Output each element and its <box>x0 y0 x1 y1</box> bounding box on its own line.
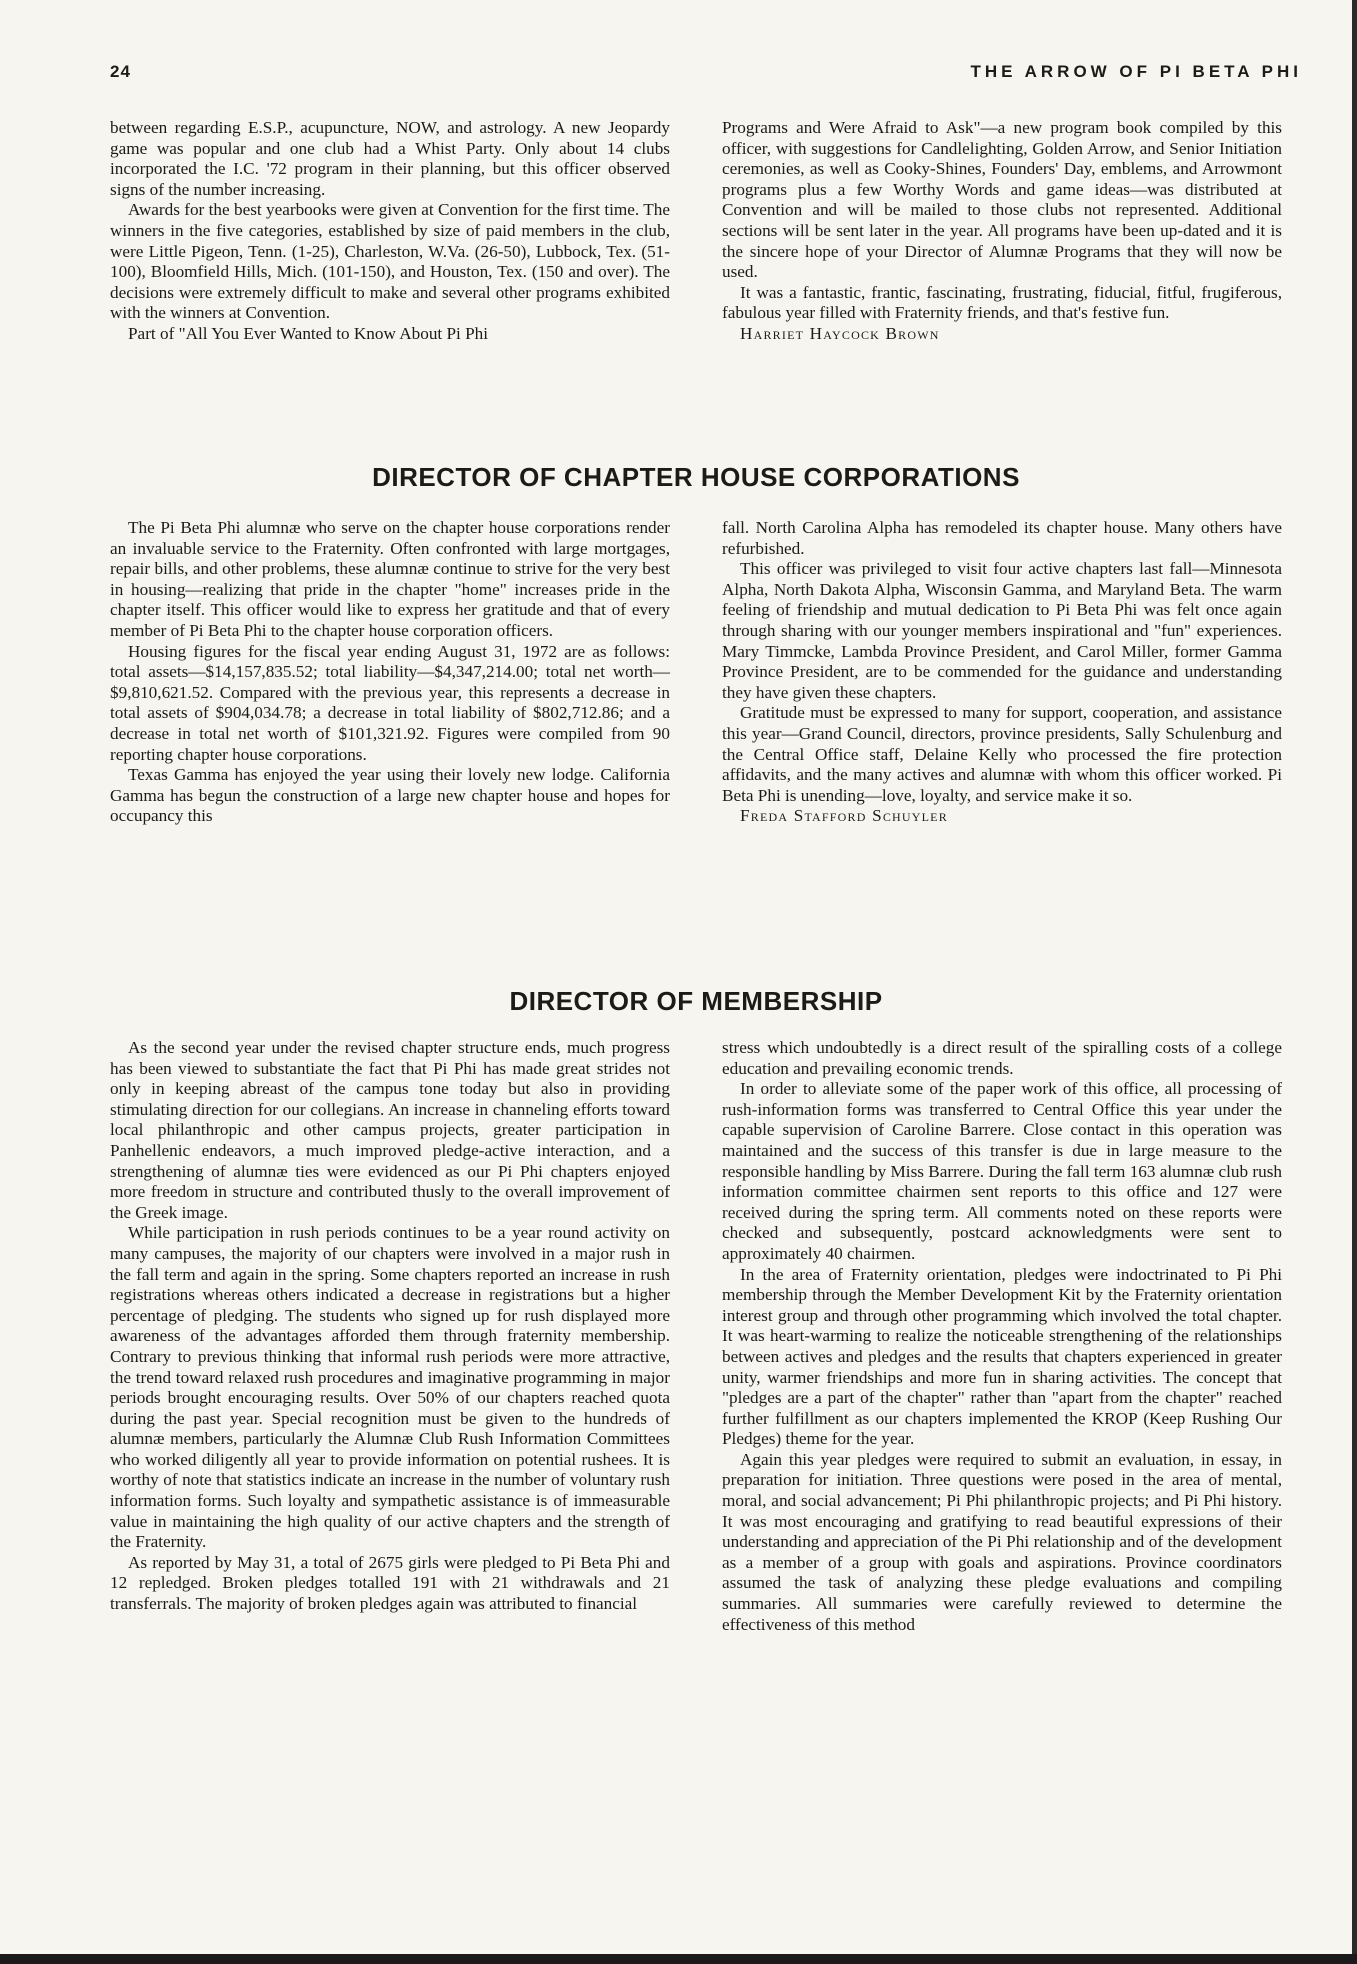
paragraph: While participation in rush periods continues to be a year round activity on many campuses, the majority of our chapters were involved in a major rush in the fall term and again in the spring. Some chapters reported an increase in rush registrations whereas others indicated a decrease in registrations but a higher percentage of pledging. The students who signed up for rush displayed more awareness of the advantages afforded them through fraternity membership. Contrary to previous thinking that informal rush periods were more attractive, the trend toward relaxed rush procedures and imaginative programming in major periods brought encouraging results. Over 50% of our chapters reached quota during the past year. Special recognition must be given to the hundreds of alumnæ members, particularly the Alumnæ Club Rush Information Committees who worked diligently all year to provide information on potential rushees. It is worthy of note that statistics indicate an increase in the number of voluntary rush information forms. Such loyalty and sympathetic assistance is of immeasurable value in maintaining the high quality of our active chapters and the strength of the Fraternity. <box>110 1223 670 1552</box>
column-left <box>110 518 670 827</box>
paragraph: Part of "All You Ever Wanted to Know About Pi Phi <box>128 323 489 343</box>
paragraph: Programs and Were Afraid to Ask"—a new program book compiled by this officer, with suggestions for Candlelighting, Golden Arrow, and Senior Initiation ceremonies, as well as Cooky-Shines, Founders' Day, emblems, and Arrowmont programs plus a few Worthy Words and game ideas—was distributed at Convention and will be mailed to those clubs not represented. Additional sections will be sent later in the year. All programs have been up-dated and it is the sincere hope of your Director of Alumnæ Programs that they will now be used. <box>722 118 1282 282</box>
paragraph: Texas Gamma has enjoyed the year using their lovely new lodge. California Gamma has begun the construction of a large new chapter house and hopes for occupancy this <box>110 765 670 826</box>
signature: Freda Stafford Schuyler <box>740 806 948 826</box>
page-header <box>110 62 1302 92</box>
paragraph: fall. North Carolina Alpha has remodeled its chapter house. Many others have refurbished. <box>722 518 1282 558</box>
signature: Harriet Haycock Brown <box>740 323 940 343</box>
chapter-house-section <box>110 462 1282 962</box>
column-left <box>110 118 670 345</box>
paragraph: between regarding E.S.P., acupuncture, NOW, and astrology. A new Jeopardy game was popular and one club had a Whist Party. Only about 14 clubs incorporated the I.C. '72 program in their planning, but this officer observed signs of the number increasing. <box>110 118 670 199</box>
membership-section <box>110 986 1282 1946</box>
paragraph: The Pi Beta Phi alumnæ who serve on the chapter house corporations render an invaluable service to the Fraternity. Often confronted with large mortgages, repair bills, and other problems, these alumnæ continue to strive for the very best in housing—realizing that pride in the chapter "home" increases pride in the chapter itself. This officer would like to express her gratitude and that of every member of Pi Beta Phi to the chapter house corporation officers. <box>110 518 670 640</box>
paragraph: As the second year under the revised chapter structure ends, much progress has been viewed to substantiate the fact that Pi Phi has made great strides not only in keeping abreast of the campus tone today but also in providing stimulating direction for our collegians. An increase in channeling efforts toward local philanthropic and other campus projects, greater participation in Panhellenic endeavors, a much improved pledge-active interaction, and a strengthening of alumnæ ties were evidenced as our Pi Phi chapters enjoyed more freedom in structure and contributed thusly to the overall improvement of the Greek image. <box>110 1038 670 1222</box>
alumnae-programs-continuation <box>110 118 1282 438</box>
page-edge-shadow <box>1352 0 1357 1964</box>
paragraph: In order to alleviate some of the paper work of this office, all processing of rush-information forms was transferred to Central Office this year under the capable supervision of Caroline Barrere. Close contact in this operation was maintained and the success of this transfer is due in large measure to the responsible handling by Miss Barrere. During the fall term 163 alumnæ club rush information committee chairmen sent reports to this office and 127 were received during the spring term. All comments noted on these reports were checked and subsequently, postcard acknowledgments were sent to approximately 40 chairmen. <box>722 1079 1282 1263</box>
paragraph: It was a fantastic, frantic, fascinating, frustrating, fiducial, fitful, frugiferous, fabulous year filled with Fraternity friends, and that's festive fun. <box>722 282 1282 323</box>
paragraph: In the area of Fraternity orientation, pledges were indoctrinated to Pi Phi membership through the Member Development Kit by the Fraternity orientation interest group and through other programming which involved the total chapter. It was heart-warming to realize the noticeable strengthening of the relationships between actives and pledges and the results that chapters experienced in greater unity, warmer friendships and more fun in sharing activities. The concept that "pledges are a part of the chapter" rather than "apart from the chapter" reached further fulfillment as our chapters implemented the KROP (Keep Rushing Our Pledges) theme for the year. <box>722 1264 1282 1449</box>
paragraph: Gratitude must be expressed to many for support, cooperation, and assistance this year—Grand Council, directors, province presidents, Sally Schulenburg and the Central Office staff, Delaine Kelly who processed the fire protection affidavits, and the many actives and alumnæ with whom this officer worked. Pi Beta Phi is unending—love, loyalty, and service make it so. <box>722 703 1282 805</box>
column-left <box>110 1038 670 1615</box>
running-head: THE ARROW OF PI BETA PHI <box>970 62 1302 81</box>
column-right <box>722 518 1282 827</box>
bottom-edge-bar <box>0 1954 1357 1964</box>
column-right <box>722 1038 1282 1635</box>
section-heading: DIRECTOR OF CHAPTER HOUSE CORPORATIONS <box>372 462 1020 492</box>
column-right <box>722 118 1282 345</box>
paragraph: Again this year pledges were required to submit an evaluation, in essay, in preparation for initiation. Three questions were posed in the area of mental, moral, and social advancement; Pi Phi philanthropic projects; and Pi Phi history. It was most encouraging and gratifying to read beautiful expressions of their understanding and appreciation of the Pi Phi relationship and of the development as a member of a group with goals and aspirations. Province coordinators assumed the task of analyzing these pledge evaluations and compiling summaries. All summaries were carefully reviewed to determine the effectiveness of this method <box>722 1449 1282 1634</box>
page-number: 24 <box>110 62 131 81</box>
section-heading: DIRECTOR OF MEMBERSHIP <box>509 986 883 1016</box>
paragraph: As reported by May 31, a total of 2675 girls were pledged to Pi Beta Phi and 12 repledged. Broken pledges totalled 191 with 21 withdrawals and 21 transferrals. The majority of broken pledges again was attributed to financial <box>110 1552 670 1614</box>
paragraph: Housing figures for the fiscal year ending August 31, 1972 are as follows: total assets—$14,157,835.52; total liability—$4,347,214.00; total net worth—$9,810,621.52. Compared with the previous year, this represents a decrease in total assets of $904,034.78; a decrease in total liability of $802,712.86; and a decrease in total net worth of $101,321.92. Figures were compiled from 90 reporting chapter house corporations. <box>110 641 670 764</box>
paragraph: stress which undoubtedly is a direct result of the spiralling costs of a college education and prevailing economic trends. <box>722 1038 1282 1078</box>
paragraph: Awards for the best yearbooks were given at Convention for the first time. The winners in the five categories, established by size of paid members in the club, were Little Pigeon, Tenn. (1-25), Charleston, W.Va. (26-50), Lubbock, Tex. (51-100), Bloomfield Hills, Mich. (101-150), and Houston, Tex. (150 and over). The decisions were extremely difficult to make and several other programs exhibited with the winners at Convention. <box>110 200 670 323</box>
paragraph: This officer was privileged to visit four active chapters last fall—Minnesota Alpha, North Dakota Alpha, Wisconsin Gamma, and Maryland Beta. The warm feeling of friendship and mutual dedication to Pi Beta Phi was felt once again through sharing with our younger members inspirational and "fun" experiences. Mary Timmcke, Lambda Province President, and Carol Miller, former Gamma Province President, are to be commended for the guidance and understanding they have given these chapters. <box>722 559 1282 702</box>
